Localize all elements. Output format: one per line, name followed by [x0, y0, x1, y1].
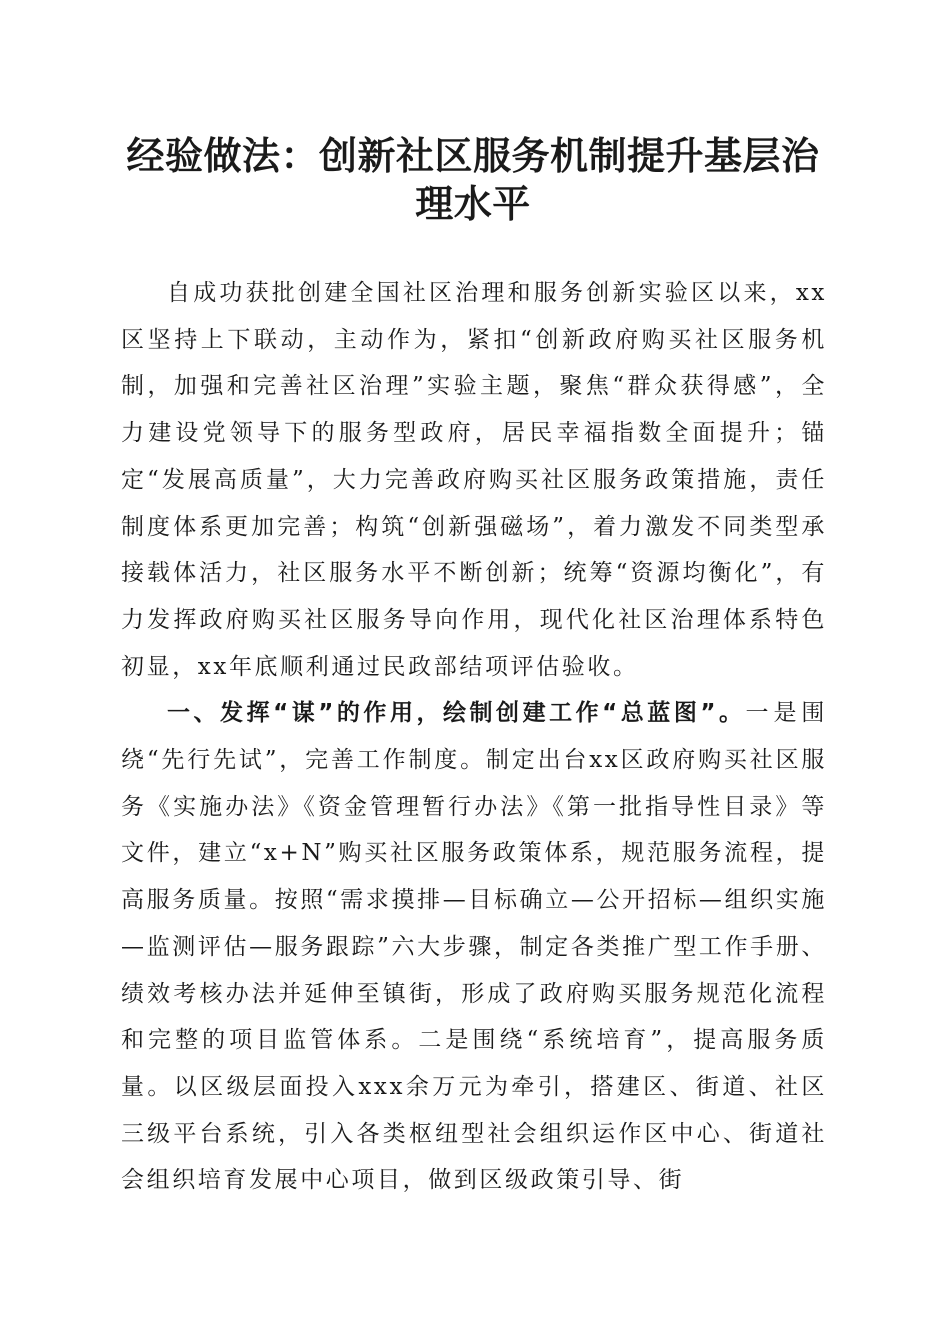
section-1-body: 一是围绕“先行先试”，完善工作制度。制定出台xx区政府购买社区服务《实施办法》《资金管理暂行办法》《第一批指导性目录》等文件，建立“x+N”购买社区服务政策体系，规范服务流程，提高服务质量。按照“需求摸排—目标确立—公开招标—组织实施—监测评估—服务跟踪”六大步骤，制定各类推广型工作手册、绩效考核办法并延伸至镇街，形成了政府购买服务规范化流程和完整的项目监管体系。二是围绕“系统培育”，提高服务质量。以区级层面投入xxx余万元为牵引，搭建区、街道、社区三级平台系统，引入各类枢纽型社会组织运作区中心、街道社会组织培育发展中心项目，做到区级政策引导、街 — [121, 700, 827, 1194]
intro-paragraph: 自成功获批创建全国社区治理和服务创新实验区以来，xx区坚持上下联动，主动作为，紧扣“创新政府购买社区服务机制，加强和完善社区治理”实验主题，聚焦“群众获得感”，全力建设党领导下的服务型政府，居民幸福指数全面提升；锚定“发展高质量”，大力完善政府购买社区服务政策措施，责任制度体系更加完善；构筑“创新强磁场”，着力激发不同类型承接载体活力，社区服务水平不断创新；统筹“资源均衡化”，有力发挥政府购买社区服务导向作用，现代化社区治理体系特色初显，xx年底顺利通过民政部结项评估验收。 — [121, 280, 827, 680]
document-body — [121, 270, 827, 1204]
document-title: 经验做法：创新社区服务机制提升基层治理水平 — [126, 133, 820, 226]
section-1-heading: 一、发挥“谋”的作用，绘制创建工作“总蓝图”。 — [167, 700, 746, 727]
section-1-paragraph — [121, 690, 827, 1204]
